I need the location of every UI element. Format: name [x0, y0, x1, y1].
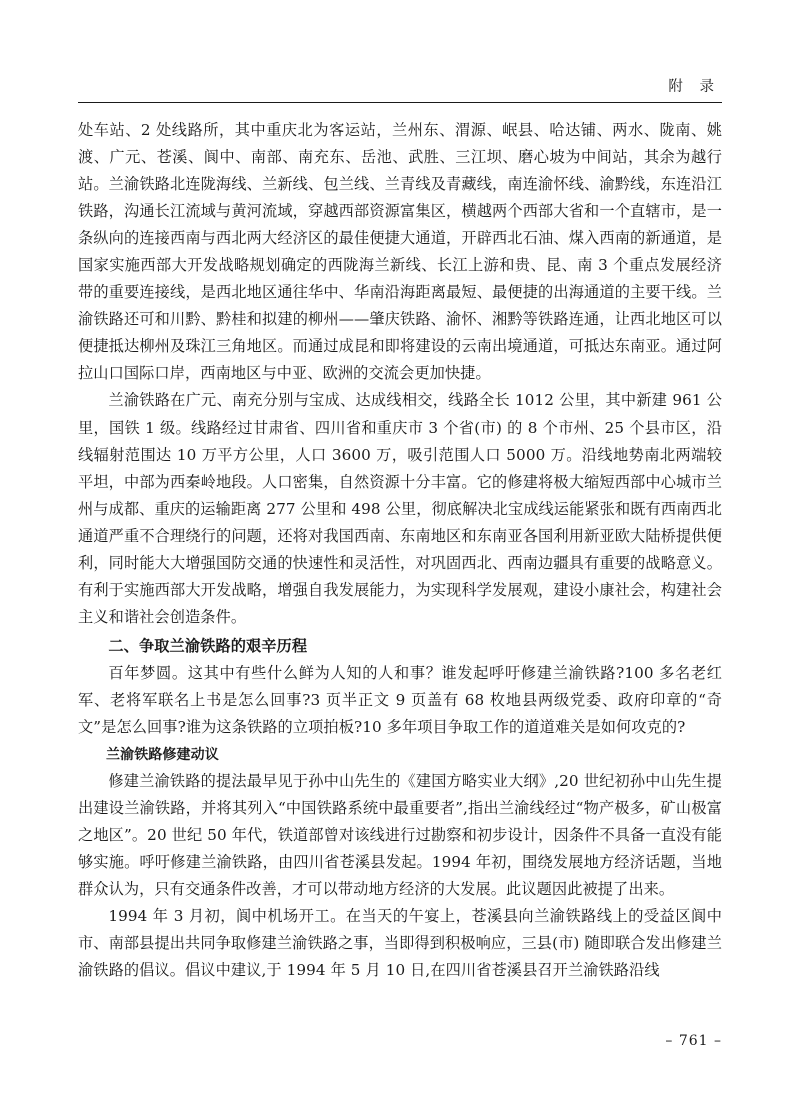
body-paragraph: 修建兰渝铁路的提法最早见于孙中山先生的《建国方略实业大纲》,20 世纪初孙中山先生提出建设兰渝铁路，并将其列入“中国铁路系统中最重要者”,指出兰渝线经过“物产极多，矿山极富之地区”。20 世纪 50 年代，铁道部曾对该线进行过勘察和初步设计，因条件不具备一直没有能够实施。呼吁修建兰渝铁路，由四川省苍溪县发起。1994 年初，围绕发展地方经济话题，当地群众认为，只有交通条件改善，才可以带动地方经济的大发展。此议题因此被提了出来。: [78, 771, 722, 899]
body-paragraph: 兰渝铁路在广元、南充分别与宝成、达成线相交，线路全长 1012 公里，其中新建 961 公里，国铁 1 级。线路经过甘肃省、四川省和重庆市 3 个省(市) 的 8 个市州、25 个县市区，沿线辐射范围达 10 万平方公里，人口 3600 万，吸引范围人口 5000 万。沿线地势南北两端较平坦，中部为西秦岭地段。人口密集，自然资源十分丰富。它的修建将极大缩短西部中心城市兰州与成都、重庆的运输距离 277 公里和 498 公里，彻底解决北宝成线运能紧张和既有西南西北通道严重不合理绕行的问题，还将对我国西南、东南地区和东南亚各国利用新亚欧大陆桥提供便利，同时能大大增强国防交通的快速性和灵活性，对巩固西北、西南边疆具有重要的战略意义。有利于实施西部大开发战略，增强自我发展能力，为实现科学发展观，建设小康社会，构建社会主义和谐社会创造条件。: [78, 391, 722, 626]
page-number: – 761 –: [665, 1033, 722, 1049]
header-rule: [78, 102, 722, 103]
body-paragraph: 处车站、2 处线路所，其中重庆北为客运站，兰州东、渭源、岷县、哈达铺、两水、陇南、姚渡、广元、苍溪、阆中、南部、南充东、岳池、武胜、三江坝、磨心坡为中间站，其余为越行站。兰渝铁路北连陇海线、兰新线、包兰线、兰青线及青藏线，南连渝怀线、渝黔线，东连沿江铁路，沟通长江流域与黄河流域，穿越西部资源富集区，横越两个西部大省和一个直辖市，是一条纵向的连接西南与西北两大经济区的最佳便捷大通道，开辟西北石油、煤入西南的新通道，是国家实施西部大开发战略规划确定的西陇海兰新线、长江上游和贵、昆、南 3 个重点发展经济带的重要连接线，是西北地区通往华中、华南沿海距离最短、最便捷的出海通道的主要干线。兰渝铁路还可和川黔、黔桂和拟建的柳州——肇庆铁路、渝怀、湘黔等铁路连通，让西北地区可以便捷抵达柳州及珠江三角地区。而通过成昆和即将建设的云南出境通道，可抵达东南亚。通过阿拉山口国际口岸，西南地区与中亚、欧洲的交流会更加快捷。: [78, 121, 722, 383]
page-body: [78, 117, 722, 984]
subsection-heading: 兰渝铁路修建动议: [106, 747, 219, 764]
body-paragraph: 1994 年 3 月初，阆中机场开工。在当天的午宴上，苍溪县向兰渝铁路线上的受益区阆中市、南部县提出共同争取修建兰渝铁路之事，当即得到积极响应，三县(市) 随即联合发出修建兰渝铁路的倡议。倡议中建议,于 1994 年 5 月 10 日,在四川省苍溪县召开兰渝铁路沿线: [78, 907, 722, 980]
header-title: 附 录: [668, 79, 720, 95]
page-header: [78, 70, 722, 96]
section-heading: 二、争取兰渝铁路的艰辛历程: [108, 636, 308, 655]
body-paragraph: 百年梦圆。这其中有些什么鲜为人知的人和事？谁发起呼吁修建兰渝铁路?100 多名老红军、老将军联名上书是怎么回事?3 页半正文 9 页盖有 68 枚地县两级党委、政府印章的“奇文”是怎么回事?谁为这条铁路的立项拍板?10 多年项目争取工作的道道难关是如何攻克的?: [78, 663, 722, 737]
